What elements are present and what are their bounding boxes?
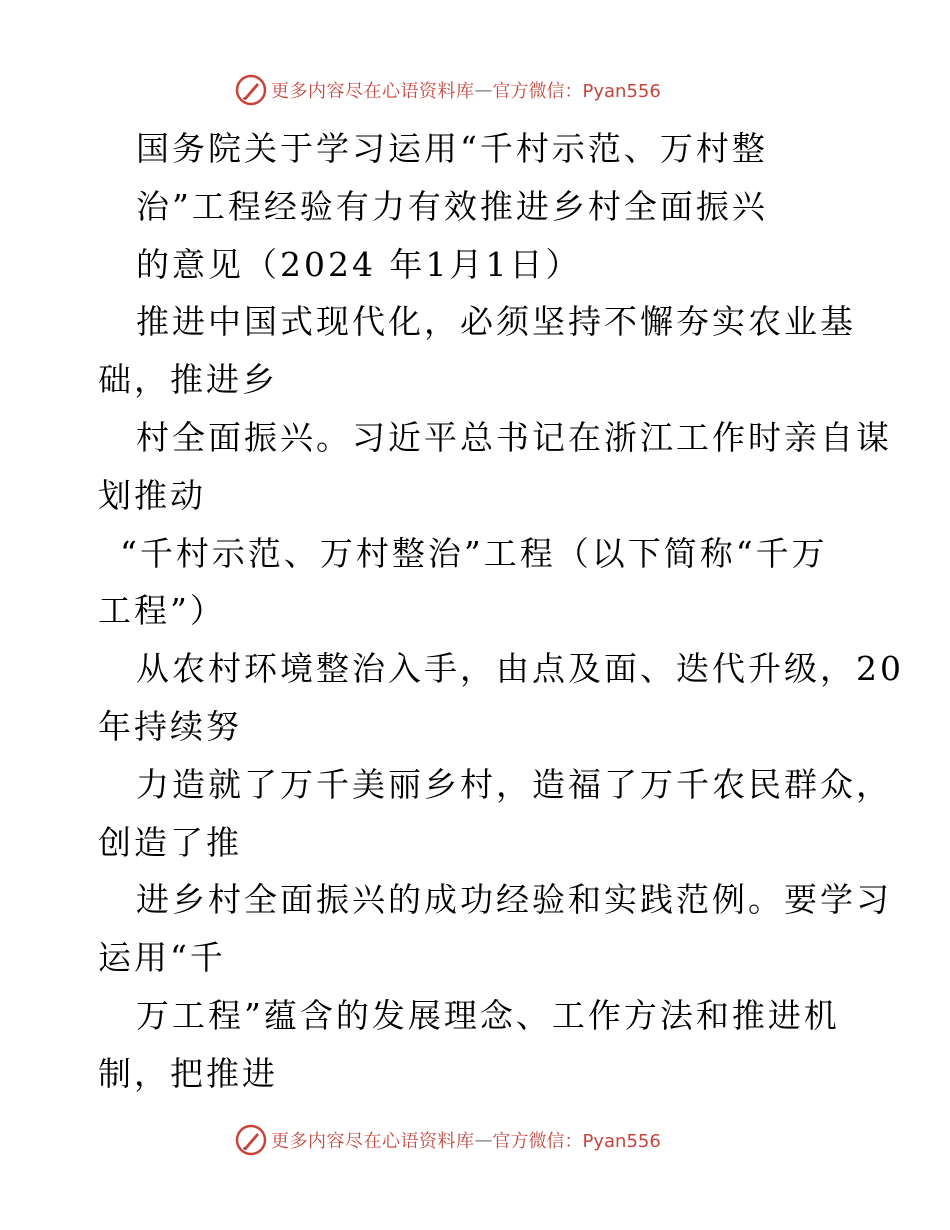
watermark-dash: — — [474, 79, 493, 101]
watermark-brand-text: 更多内容尽在心语资料库 — [271, 81, 475, 102]
document-body — [98, 120, 904, 1103]
paragraph-line: 运用“千 — [98, 938, 226, 978]
paragraph-line: 万工程”蕴含的发展理念、工作方法和推进机 — [136, 995, 840, 1035]
paragraph-line: 制，把推进 — [98, 1053, 278, 1093]
paragraph-line: 创造了推 — [98, 822, 242, 862]
watermark-footer — [235, 1122, 755, 1158]
watermark-wechat-text: 官方微信：Pyan556 — [492, 1131, 661, 1152]
quill-pen-icon — [235, 1124, 267, 1156]
title-line-2: 治”工程经验有力有效推进乡村全面振兴 — [136, 186, 768, 226]
paragraph-line: 力造就了万千美丽乡村，造福了万千农民群众， — [136, 764, 892, 804]
paragraph-line: 工程”） — [98, 591, 226, 631]
title-line-1: 国务院关于学习运用“千村示范、万村整 — [136, 129, 768, 168]
watermark-header — [235, 72, 755, 108]
title-line-3: 的意见（2024 年1月1日） — [136, 244, 582, 284]
quill-pen-icon — [235, 74, 267, 106]
watermark-wechat-text: 官方微信：Pyan556 — [492, 81, 661, 102]
paragraph-line: 推进中国式现代化，必须坚持不懈夯实农业基 — [136, 302, 856, 342]
paragraph-line: 村全面振兴。习近平总书记在浙江工作时亲自谋 — [136, 417, 892, 457]
paragraph-line: 年持续努 — [98, 706, 242, 746]
watermark-brand-text: 更多内容尽在心语资料库 — [271, 1131, 475, 1152]
paragraph-line: 从农村环境整治入手，由点及面、迭代升级，20 — [136, 649, 904, 689]
paragraph-line: 础，推进乡 — [98, 360, 278, 400]
paragraph-line: “千村示范、万村整治”工程（以下简称“千万 — [120, 533, 828, 573]
watermark-dash: — — [474, 1129, 493, 1151]
paragraph-line: 进乡村全面振兴的成功经验和实践范例。要学习 — [136, 880, 892, 920]
paragraph-line: 划推动 — [98, 475, 206, 515]
